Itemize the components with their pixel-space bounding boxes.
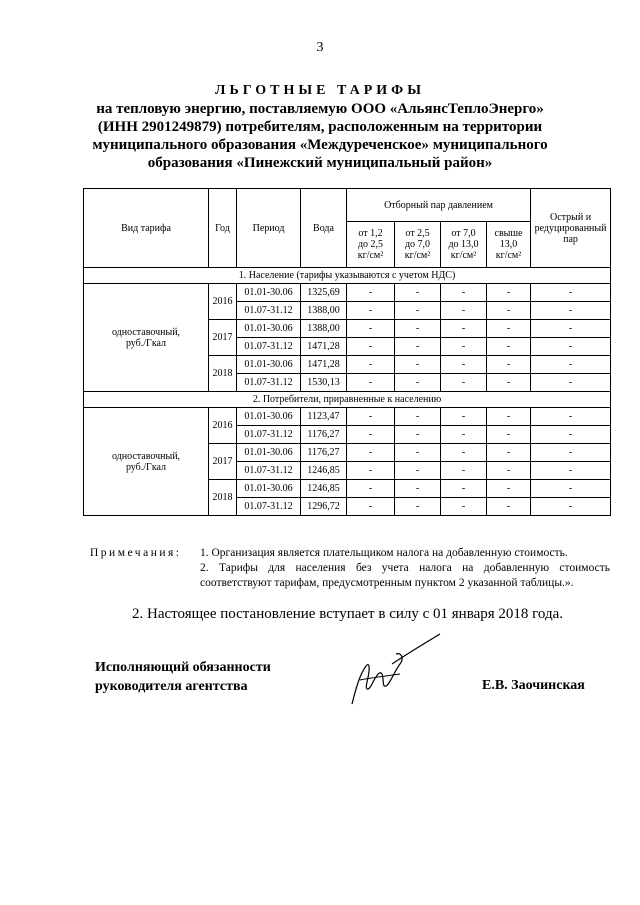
steam-3-value: - (441, 284, 487, 302)
header-steam-2-l1: от 2,5 (405, 228, 430, 239)
header-sharp-steam: Острый и редуцированный пар (531, 189, 611, 268)
steam-2-value: - (395, 498, 441, 516)
period-cell: 01.01-30.06 (237, 320, 301, 338)
year-cell: 2016 (209, 284, 237, 320)
steam-3-value: - (441, 498, 487, 516)
header-steam-1-unit: кг/см² (357, 250, 384, 261)
period-cell: 01.01-30.06 (237, 480, 301, 498)
section-title: 1. Население (тарифы указываются с учетом НДС) (84, 268, 611, 284)
header-steam-4 (487, 222, 531, 268)
steam-2-value: - (395, 356, 441, 374)
tariff-type-line2: руб./Гкал (125, 337, 167, 349)
steam-4-value: - (487, 338, 531, 356)
sharp-steam-value: - (531, 462, 611, 480)
year-cell: 2018 (209, 356, 237, 392)
water-value: 1176,27 (301, 426, 347, 444)
year-cell: 2017 (209, 320, 237, 356)
steam-2-value: - (395, 444, 441, 462)
section-title: 2. Потребители, приравненные к населению (84, 392, 611, 408)
header-steam-1 (347, 222, 395, 268)
sharp-steam-value: - (531, 302, 611, 320)
year-cell: 2017 (209, 444, 237, 480)
page-number: 3 (316, 40, 324, 55)
steam-2-value: - (395, 480, 441, 498)
sharp-steam-value: - (531, 284, 611, 302)
steam-3-value: - (441, 302, 487, 320)
note-item: 1. Организация является плательщиком налога на добавленную стоимость. (200, 547, 568, 559)
steam-1-value: - (347, 498, 395, 516)
period-cell: 01.01-30.06 (237, 284, 301, 302)
water-value: 1246,85 (301, 462, 347, 480)
tariff-type-cell (84, 284, 209, 392)
steam-4-value: - (487, 498, 531, 516)
steam-4-value: - (487, 320, 531, 338)
sharp-steam-value: - (531, 374, 611, 392)
header-period: Период (237, 189, 301, 268)
notes-label: Примечания: (90, 547, 182, 559)
header-steam-1-l1: от 1,2 (358, 228, 383, 239)
steam-2-value: - (395, 374, 441, 392)
steam-1-value: - (347, 320, 395, 338)
header-steam-4-l1: свыше (494, 228, 523, 239)
period-cell: 01.01-30.06 (237, 356, 301, 374)
steam-2-value: - (395, 426, 441, 444)
header-steam-4-unit: кг/см² (495, 250, 522, 261)
notes-items (200, 546, 610, 591)
steam-1-value: - (347, 480, 395, 498)
steam-3-value: - (441, 462, 487, 480)
header-year: Год (209, 189, 237, 268)
steam-1-value: - (347, 426, 395, 444)
period-cell: 01.07-31.12 (237, 374, 301, 392)
steam-3-value: - (441, 408, 487, 426)
header-steam-4-l2: 13,0 (499, 239, 518, 250)
signer-position-line2: руководителя агентства (95, 679, 248, 694)
signer-position-line1: Исполняющий обязанности (95, 660, 271, 675)
title-line-2: на тепловую энергию, поставляемую ООО «АльянсТеплоЭнерго» (96, 101, 544, 117)
period-cell: 01.07-31.12 (237, 302, 301, 320)
title-line-4: муниципального образования «Междуреченское» муниципального (92, 137, 548, 153)
sharp-steam-value: - (531, 444, 611, 462)
steam-3-value: - (441, 444, 487, 462)
water-value: 1176,27 (301, 444, 347, 462)
period-cell: 01.07-31.12 (237, 338, 301, 356)
water-value: 1530,13 (301, 374, 347, 392)
steam-1-value: - (347, 444, 395, 462)
period-cell: 01.07-31.12 (237, 498, 301, 516)
sharp-steam-value: - (531, 320, 611, 338)
tariff-type-line2: руб./Гкал (125, 461, 167, 473)
sharp-steam-value: - (531, 338, 611, 356)
steam-4-value: - (487, 444, 531, 462)
header-steam-3-l1: от 7,0 (451, 228, 476, 239)
header-steam-group: Отборный пар давлением (347, 189, 531, 222)
header-steam-3-l2: до 13,0 (448, 239, 479, 250)
header-steam-2 (395, 222, 441, 268)
steam-2-value: - (395, 320, 441, 338)
handwritten-signature (330, 630, 450, 710)
steam-1-value: - (347, 462, 395, 480)
steam-2-value: - (395, 284, 441, 302)
steam-4-value: - (487, 302, 531, 320)
steam-2-value: - (395, 408, 441, 426)
sharp-steam-value: - (531, 408, 611, 426)
title-line-3: (ИНН 2901249879) потребителям, расположенным на территории (97, 119, 543, 135)
steam-4-value: - (487, 462, 531, 480)
steam-3-value: - (441, 426, 487, 444)
water-value: 1296,72 (301, 498, 347, 516)
steam-1-value: - (347, 284, 395, 302)
steam-3-value: - (441, 356, 487, 374)
tariff-type-line1: одноставочный, (111, 450, 181, 462)
year-cell: 2016 (209, 408, 237, 444)
title-heading: ЛЬГОТНЫЕ ТАРИФЫ (215, 83, 425, 98)
header-tariff-type: Вид тарифа (84, 189, 209, 268)
period-cell: 01.07-31.12 (237, 426, 301, 444)
steam-3-value: - (441, 374, 487, 392)
steam-2-value: - (395, 302, 441, 320)
water-value: 1123,47 (301, 408, 347, 426)
document-title (0, 82, 640, 172)
steam-4-value: - (487, 426, 531, 444)
steam-3-value: - (441, 338, 487, 356)
signer-name: Е.В. Заочинская (482, 678, 585, 693)
steam-1-value: - (347, 408, 395, 426)
title-line-5: образования «Пинежский муниципальный район» (147, 155, 493, 171)
header-water: Вода (301, 189, 347, 268)
sharp-steam-value: - (531, 498, 611, 516)
sharp-steam-value: - (531, 480, 611, 498)
note-item: 2. Тарифы для населения без учета налога на добавленную стоимость соответствуют тарифам, предусмотренным пунктом 2 указанной таблицы.». (200, 562, 610, 589)
steam-1-value: - (347, 356, 395, 374)
steam-1-value: - (347, 302, 395, 320)
steam-4-value: - (487, 374, 531, 392)
header-steam-2-l2: до 7,0 (404, 239, 431, 250)
steam-3-value: - (441, 320, 487, 338)
header-steam-3 (441, 222, 487, 268)
header-steam-3-unit: кг/см² (450, 250, 477, 261)
steam-4-value: - (487, 284, 531, 302)
steam-1-value: - (347, 338, 395, 356)
steam-2-value: - (395, 338, 441, 356)
water-value: 1325,69 (301, 284, 347, 302)
signer-position (95, 658, 271, 696)
water-value: 1471,28 (301, 338, 347, 356)
decree-text: 2. Настоящее постановление вступает в силу с 01 января 2018 года. (132, 606, 564, 622)
header-steam-1-l2: до 2,5 (357, 239, 384, 250)
tariff-type-line1: одноставочный, (111, 326, 181, 338)
year-cell: 2018 (209, 480, 237, 516)
steam-4-value: - (487, 408, 531, 426)
water-value: 1388,00 (301, 302, 347, 320)
tariff-type-cell (84, 408, 209, 516)
water-value: 1471,28 (301, 356, 347, 374)
period-cell: 01.01-30.06 (237, 408, 301, 426)
steam-4-value: - (487, 480, 531, 498)
steam-1-value: - (347, 374, 395, 392)
tariff-table (83, 188, 611, 516)
period-cell: 01.07-31.12 (237, 462, 301, 480)
sharp-steam-value: - (531, 426, 611, 444)
steam-4-value: - (487, 356, 531, 374)
steam-3-value: - (441, 480, 487, 498)
steam-2-value: - (395, 462, 441, 480)
period-cell: 01.01-30.06 (237, 444, 301, 462)
water-value: 1388,00 (301, 320, 347, 338)
sharp-steam-value: - (531, 356, 611, 374)
water-value: 1246,85 (301, 480, 347, 498)
header-steam-2-unit: кг/см² (404, 250, 431, 261)
